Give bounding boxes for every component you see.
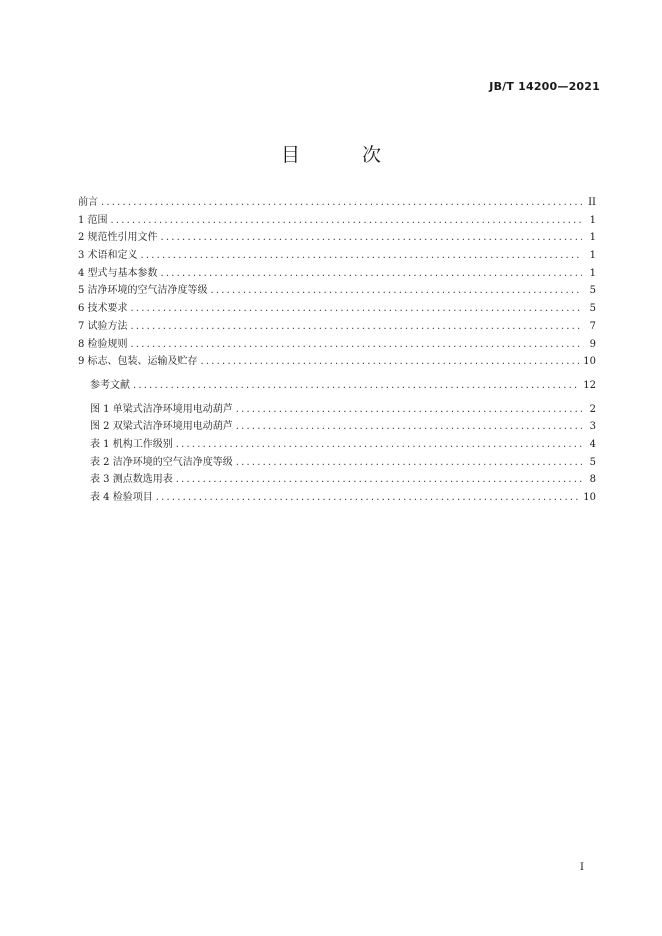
toc-entry-page: 12 (583, 379, 596, 391)
toc-entry-page: II (588, 197, 596, 208)
toc-entry-label: 9 标志、包装、运输及贮存 (78, 356, 198, 368)
toc-leader-dots (111, 212, 582, 230)
toc-entry-label: 8 检验规则 (78, 338, 128, 350)
toc-leader-dots (176, 436, 582, 454)
toc-entry-label: 图 1 单梁式洁净环境用电动葫芦 (90, 403, 233, 415)
toc-leader-dots (211, 282, 582, 300)
toc-entry-foreword[interactable] (78, 194, 596, 212)
toc-entry-label: 3 术语和定义 (78, 250, 138, 262)
toc-entry-page: 5 (589, 285, 596, 297)
toc-leader-dots (131, 336, 582, 354)
toc-entry-label: 表 2 洁净环境的空气洁净度等级 (90, 456, 233, 468)
toc-entry-page: 2 (589, 403, 596, 415)
toc-entry-page: 8 (589, 474, 596, 486)
toc-entry-page: 10 (583, 492, 596, 503)
toc-leader-dots (161, 229, 582, 247)
toc-entry-page: 5 (589, 303, 596, 315)
toc-entry-page: 5 (589, 456, 596, 468)
toc-leader-dots (201, 353, 580, 371)
toc-entry-page: 9 (589, 338, 596, 350)
toc-entry-label: 2 规范性引用文件 (78, 232, 158, 244)
toc-entry-types-parameters[interactable] (78, 265, 596, 283)
toc-entry-label: 表 1 机构工作级别 (90, 438, 173, 450)
toc-entry-page: 1 (589, 267, 596, 279)
toc-entry-cleanliness-classes[interactable] (78, 282, 596, 300)
toc-entry-marking-packaging[interactable] (78, 353, 596, 371)
table-of-contents (78, 194, 596, 507)
toc-leader-dots (236, 454, 582, 472)
toc-leader-dots (236, 401, 582, 419)
toc-leader-dots (176, 471, 582, 489)
toc-entry-label: 图 2 双梁式洁净环境用电动葫芦 (90, 421, 233, 433)
toc-entry-figure-2[interactable] (78, 418, 596, 436)
toc-entry-label: 7 试验方法 (78, 320, 128, 332)
toc-entry-figure-1[interactable] (78, 401, 596, 419)
toc-entry-label: 前言 (78, 197, 98, 208)
toc-entry-page: 7 (589, 320, 596, 332)
toc-entry-scope[interactable] (78, 212, 596, 230)
toc-leader-dots (101, 194, 582, 212)
toc-leader-dots (141, 247, 582, 265)
page-number: I (580, 862, 584, 873)
toc-entry-label: 6 技术要求 (78, 303, 128, 315)
toc-entry-table-3[interactable] (78, 471, 596, 489)
toc-leader-dots (161, 265, 582, 283)
toc-leader-dots (156, 489, 580, 507)
toc-leader-dots (133, 377, 579, 395)
toc-entry-label: 4 型式与基本参数 (78, 267, 158, 279)
toc-entry-table-4[interactable] (78, 489, 596, 507)
toc-entry-label: 1 范围 (78, 214, 108, 226)
toc-entry-page: 1 (589, 250, 596, 262)
toc-entry-label: 表 3 测点数选用表 (90, 474, 173, 486)
toc-entry-technical-requirements[interactable] (78, 300, 596, 318)
toc-leader-dots (131, 318, 582, 336)
toc-entry-inspection-rules[interactable] (78, 336, 596, 354)
toc-entry-test-methods[interactable] (78, 318, 596, 336)
toc-entry-table-2[interactable] (78, 454, 596, 472)
toc-leader-dots (236, 418, 582, 436)
toc-leader-dots (131, 300, 582, 318)
toc-entry-page: 1 (589, 214, 596, 226)
toc-entry-page: 3 (589, 421, 596, 433)
toc-entry-normative-references[interactable] (78, 229, 596, 247)
toc-entry-label: 5 洁净环境的空气洁净度等级 (78, 285, 208, 297)
toc-entry-page: 10 (583, 356, 596, 368)
toc-entry-bibliography[interactable] (78, 377, 596, 395)
toc-entry-table-1[interactable] (78, 436, 596, 454)
toc-entry-label: 参考文献 (90, 379, 130, 391)
toc-entry-terms[interactable] (78, 247, 596, 265)
page-title: 目 次 (280, 144, 410, 166)
toc-entry-label: 表 4 检验项目 (90, 492, 153, 503)
toc-entry-page: 4 (589, 438, 596, 450)
toc-entry-page: 1 (589, 232, 596, 244)
document-number: JB/T 14200—2021 (489, 80, 600, 93)
